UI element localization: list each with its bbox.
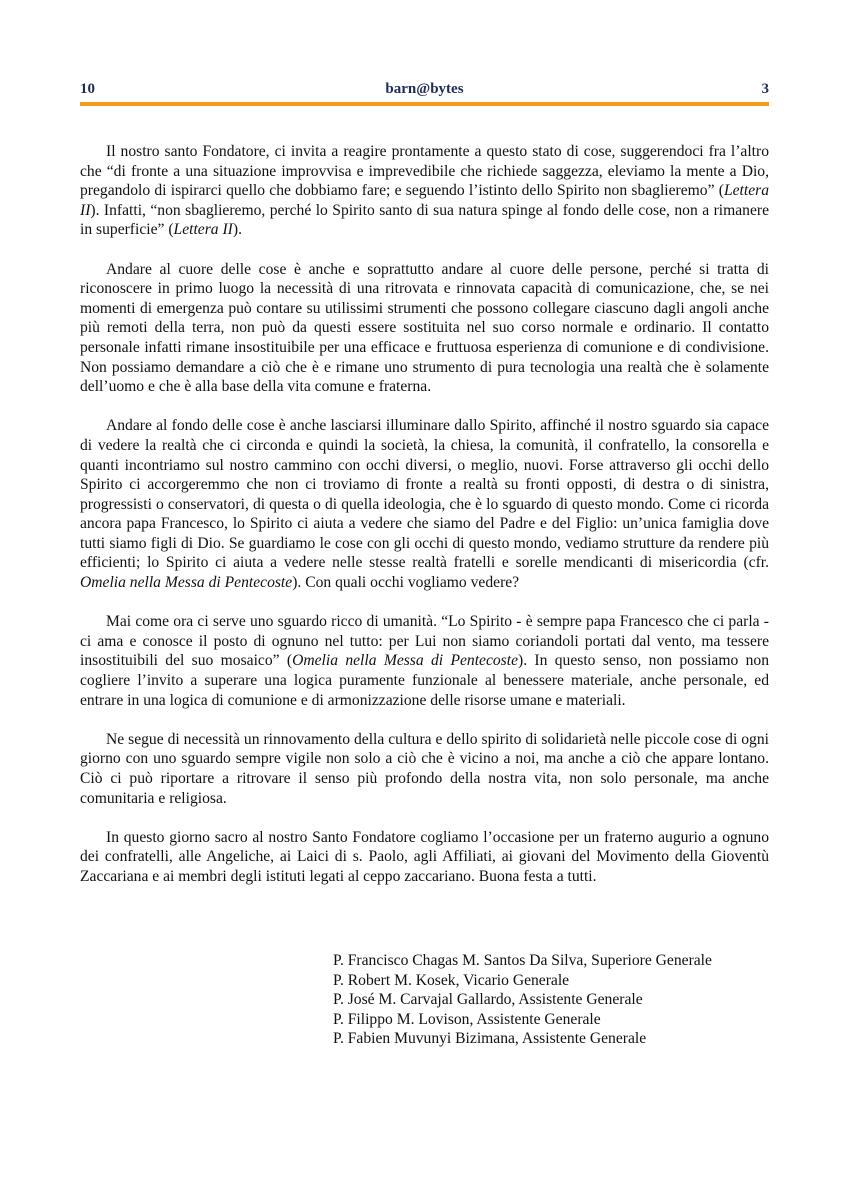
paragraph xyxy=(80,612,769,710)
signature-line: P. Robert M. Kosek, Vicario Generale xyxy=(333,971,570,989)
paragraph-text: Ne segue di necessità un rinnovamento della cultura e dello spirito di solidarietà nelle piccole cose di ogni giorno con uno sguardo sempre vigile non solo a ciò che è vicino a noi, ma anche a ciò che appare lontano. Ciò ci può riportare a ritrovare il senso più profondo della nostra vita, non solo personale, ma anche comunitaria e religiosa. xyxy=(80,730,769,807)
paragraph-text: Mai come ora ci serve uno sguardo ricco di umanità. “Lo Spirito - è sempre papa Francesco che ci parla - ci ama e conosce il posto di ognuno nel tutto: per Lui non siamo coriandoli portati dal vento, ma tessere insostituibili del suo mosaico” ( xyxy=(80,613,769,670)
paragraph-text: ). xyxy=(232,221,242,239)
citation-title: Lettera II xyxy=(80,182,769,219)
paragraph-text: ). Infatti, “non sbaglieremo, perché lo Spirito santo di sua natura spinge al fondo delle cose, non a rimanere in superficie” ( xyxy=(80,201,769,239)
paragraph xyxy=(80,260,769,397)
signature-line: P. Francisco Chagas M. Santos Da Silva, Superiore Generale xyxy=(333,952,712,969)
paragraph-text: Il nostro santo Fondatore, ci invita a reagire prontamente a questo stato di cose, suggerendoci fra l’altro che “di fronte a una situazione improvvisa e imprevedibile che richiede saggezza, eleviamo la mente a Dio, pregandolo di ispirarci quello che dobbiamo fare; e seguendo l’istinto dello Spirito non sbaglieremo” ( xyxy=(80,143,769,200)
signature-line: P. José M. Carvajal Gallardo, Assistente Generale xyxy=(333,991,643,1009)
paragraph-text: ). In questo senso, non possiamo non cogliere l’invito a superare una logica puramente funzionale al benessere materiale, anche personale, ed entrare in una logica di comunione e di armonizzazione delle risorse umane e materiali. xyxy=(80,652,769,709)
issue-number: 10 xyxy=(80,81,95,97)
paragraph-text: Andare al cuore delle cose è anche e soprattutto andare al cuore delle persone, perché si tratta di riconoscere in primo luogo la necessità di una ritrovata e rinnovata capacità di comunicazione, che, se nei momenti di emergenza può contare su utilissimi strumenti che possono collegare ciascuno dagli angoli anche più remoti della terra, non può da questi essere sostituita nel suo corso normale e ordinario. Il contatto personale infatti rimane insostituibile per una efficace e fruttuosa esperienza di comunione e di condivisione. Non possiamo demandare a ciò che è e rimane uno strumento di pura tecnologia una realtà che è solamente dell’uomo e che è alla base della vita comune e fraterna. xyxy=(80,260,769,396)
paragraph xyxy=(80,828,769,887)
signature-block xyxy=(333,951,712,1049)
article-body xyxy=(80,142,769,906)
paragraph xyxy=(80,416,769,592)
page-header xyxy=(80,81,769,101)
paragraph-text: ). Con quali occhi vogliamo vedere? xyxy=(292,574,520,592)
signature-line: P. Fabien Muvunyi Bizimana, Assistente Generale xyxy=(333,1030,647,1048)
publication-title: barn@bytes xyxy=(385,81,464,97)
header-rule-divider xyxy=(80,102,769,106)
citation-title: Omelia nella Messa di Pentecoste xyxy=(80,574,293,592)
signature-line: P. Filippo M. Lovison, Assistente Generale xyxy=(333,1010,601,1028)
page-number: 3 xyxy=(761,81,769,97)
citation-title: Lettera II xyxy=(173,221,233,239)
paragraph-text: In questo giorno sacro al nostro Santo Fondatore cogliamo l’occasione per un fraterno augurio a ognuno dei confratelli, alle Angeliche, ai Laici di s. Paolo, agli Affiliati, ai giovani del Movimento della Gioventù Zaccariana e ai membri degli istituti legati al ceppo zaccariano. Buona festa a tutti. xyxy=(80,828,769,885)
paragraph xyxy=(80,730,769,808)
citation-title: Omelia nella Messa di Pentecoste xyxy=(292,652,518,670)
paragraph-text: Andare al fondo delle cose è anche lasciarsi illuminare dallo Spirito, affinché il nostro sguardo sia capace di vedere la realtà che ci circonda e quindi la società, la chiesa, la comunità, il confratello, la consorella e quanti incontriamo sul nostro cammino con occhi diversi, o meglio, nuovi. Forse attraverso gli occhi dello Spirito ci accorgeremmo che non ci troviamo di fronte a realtà su fronti opposti, di destra o di sinistra, progressisti o conservatori, di questa o di quella ideologia, che è lo sguardo di questo mondo. Come ci ricorda ancora papa Francesco, lo Spirito ci aiuta a vedere che siamo del Padre e del Figlio: un’unica famiglia dove tutti siamo figli di Dio. Se guardiamo le cose con gli occhi di questo mondo, vediamo strutture da rendere più efficienti; lo Spirito ci aiuta a vedere nelle stesse realtà fratelli e sorelle mendicanti di misericordia (cfr. xyxy=(80,417,769,572)
paragraph xyxy=(80,142,769,240)
